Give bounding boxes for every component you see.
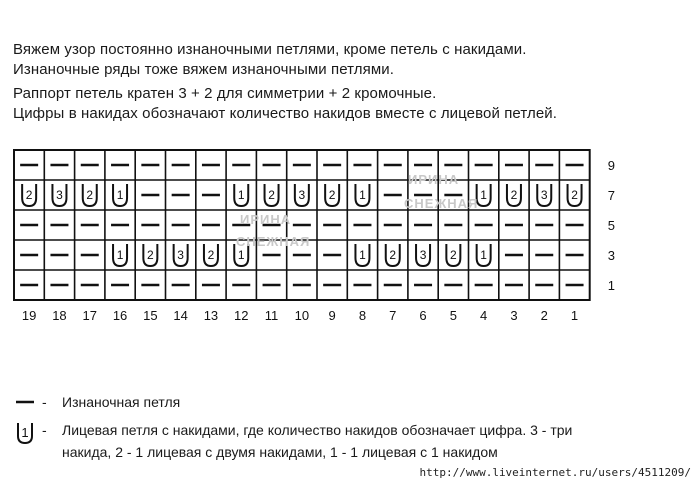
legend-dash: - [42,422,47,438]
column-number: 17 [82,308,97,323]
yarnover-count: 2 [207,248,215,262]
yarnover-count: 3 [177,248,184,262]
column-number: 4 [480,308,488,323]
column-number: 7 [389,308,397,323]
yarnover-count: 3 [419,248,427,262]
yarnover-count: 2 [268,188,275,202]
purl-symbol-icon [14,392,36,417]
row-number: 3 [607,248,615,263]
column-number: 8 [358,308,367,323]
yarnover-count: 1 [480,188,487,202]
description-line-2: Изнаночные ряды тоже вяжем изнаночными петлями. [13,61,395,78]
legend-symbol-number: 1 [21,425,29,440]
row-number: 7 [607,188,615,203]
column-number: 13 [203,308,219,323]
watermark-1: ИРИНА [408,172,460,187]
column-number: 10 [294,308,310,323]
description-line-4: Цифры в накидах обозначают количество накидов вместе с лицевой петлей. [13,105,558,122]
yarnover-count: 2 [86,188,94,202]
row-number: 9 [607,158,615,173]
yarnover-count: 1 [116,248,124,262]
yarnover-count: 2 [571,188,578,202]
legend-purl-text: Изнаночная петля [62,394,181,410]
yarnover-count: 1 [237,188,245,202]
column-number: 2 [540,308,548,323]
column-number: 19 [21,308,37,323]
row-number: 5 [607,218,615,233]
column-number: 12 [234,308,249,323]
column-number: 3 [510,308,518,323]
column-number: 11 [264,308,279,323]
column-numbers [22,308,578,323]
yarnover-count: 2 [510,188,518,202]
column-number: 16 [112,308,128,323]
description-line-3: Раппорт петель кратен 3 + 2 для симметрии + 2 кромочные. [13,85,437,102]
watermark-2: СНЕЖНАЯ [404,196,479,211]
yarnover-count: 2 [25,188,33,202]
yarnover-count: 2 [147,248,154,262]
column-number: 5 [449,308,457,323]
yarnover-count: 3 [298,188,306,202]
column-number: 1 [570,308,579,323]
yarnover-count: 2 [389,248,397,262]
description-line-1: Вяжем узор постоянно изнаночными петлями, кроме петель с накидами. [13,41,527,58]
column-number: 15 [143,308,158,323]
yarnover-count: 1 [237,248,245,262]
watermark-3: ИРИНА [240,212,292,227]
legend-knit-text-line-2: накида, 2 - 1 лицевая с двумя накидами, 1 - 1 лицевая с 1 накидом [62,444,498,460]
watermark-4: СНЕЖНАЯ [236,234,311,249]
column-number: 14 [173,308,188,323]
row-numbers [608,158,615,293]
yarnover-count: 3 [56,188,63,202]
yarnover-count: 2 [450,248,457,262]
yarnover-count: 2 [328,188,336,202]
column-number: 18 [52,308,67,323]
source-url: http://www.liveinternet.ru/users/4511209/ [419,466,691,479]
row-number: 1 [607,278,615,293]
yarnover-count: 1 [480,248,487,262]
column-number: 9 [328,308,336,323]
yarnover-count: 1 [359,248,366,262]
yarnover-count: 1 [116,188,124,202]
column-number: 6 [419,308,427,323]
legend-dash: - [42,394,47,410]
yarnover-count: 3 [540,188,548,202]
legend-knit-text-line-1: Лицевая петля с накидами, где количество накидов обозначает цифра. 3 - три [62,422,573,438]
knit-yarnover-symbol-icon [14,420,36,451]
yarnover-count: 1 [359,188,366,202]
